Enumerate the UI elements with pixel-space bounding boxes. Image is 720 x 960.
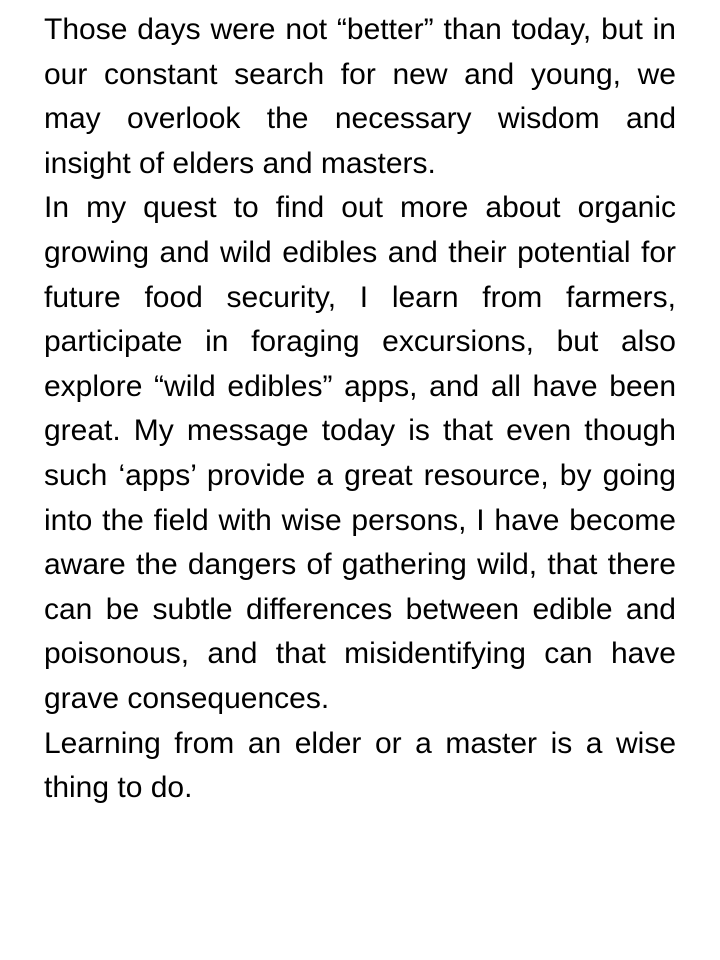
paragraph-learning-from-elder: Learning from an elder or a master is a wise thing to do. xyxy=(44,726,676,805)
document-page xyxy=(44,8,676,811)
paragraph-elders-and-masters: Those days were not “better” than today, but in our constant search for new and young, we may overlook the necessary wisdom and insight of elders and masters. xyxy=(44,13,676,180)
paragraph-wild-edibles-quest: In my quest to find out more about organic growing and wild edibles and their potential for future food security, I learn from farmers, participate in foraging excursions, but also explore “wild edibles” apps, and all have been great. My message today is that even though such ‘apps’ provide a great resource, by going into the field with wise persons, I have become aware the dangers of gathering wild, that there can be subtle differences between edible and poisonous, and that misidentifying can have grave consequences. xyxy=(44,191,676,715)
